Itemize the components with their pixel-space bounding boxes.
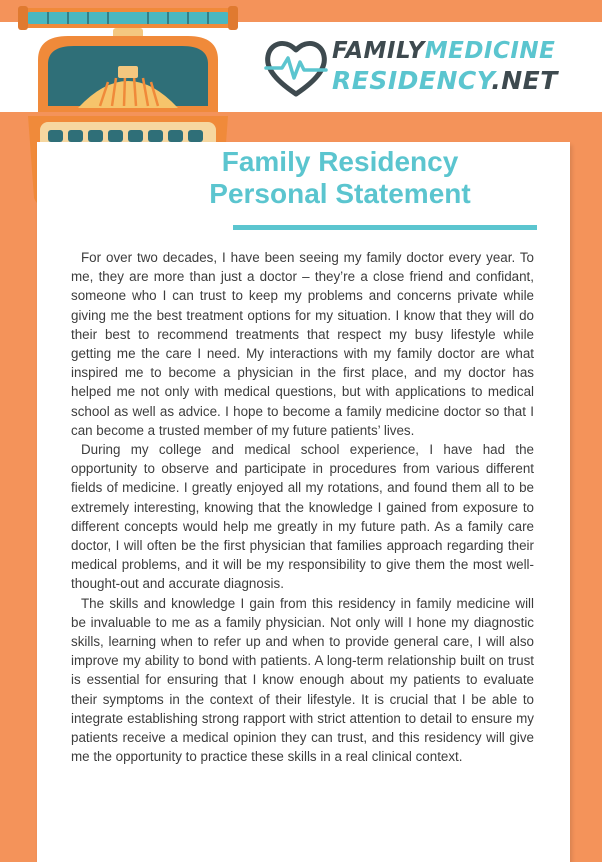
logo-text-line1 — [332, 38, 555, 64]
logo-word-medicine: MEDICINE — [424, 38, 556, 64]
statement-body — [71, 248, 534, 766]
title-line-2: Personal Statement — [209, 178, 471, 209]
logo-word-net: .NET — [491, 66, 558, 95]
title-divider — [233, 225, 537, 230]
paragraph-1: For over two decades, I have been seeing my family doctor every year. To me, they are more than just a doctor – they’re a close friend and confidant, someone who I can trust to keep my problems and concerns private while giving me the best treatment options for my situation. I know that they will do their best to recommend treatments that respect my busy lifestyle while getting me the care I need. My interactions with my family doctor are what inspired me to become a physician in the first place, and my doctor has helped me not only with medical questions, but with applications to medical school as well as advice. I hope to become a family medicine doctor so that I can become a trusted member of my future patients’ lives. — [71, 250, 534, 438]
paragraph-3: The skills and knowledge I gain from this residency in family medicine will be invaluable to me as a family physician. Not only will I hone my diagnostic skills, learning when to refer up and when to provide general care, I will also improve my ability to bond with patients. A long-term relationship built on trust is essential for ensuring that I know enough about my patients to evaluate their symptoms in the context of their lifestyle. It is crucial that I be able to integrate establishing strong rapport with strict attention to detail to ensure my patients receive a medical opinion they can trust, and this residency will give me the opportunity to practice these skills in a real clinical context. — [71, 595, 534, 765]
logo-word-family: FAMILY — [332, 38, 425, 64]
title-line-1: Family Residency — [221, 146, 459, 177]
site-logo[interactable] — [262, 36, 562, 106]
heart-ecg-icon — [262, 36, 330, 100]
logo-text-line2 — [332, 66, 558, 95]
page-title — [130, 146, 550, 210]
logo-word-residency: RESIDENCY — [332, 66, 492, 95]
paragraph-2: During my college and medical school experience, I have had the opportunity to observe and participate in procedures from various different fields of medicine. I greatly enjoyed all my rotations, and found them all to be extremely interesting, knowing that the knowledge I gained from exposure to different concepts would help me greatly in my future path. As a family care doctor, I will often be the first physician that families approach regarding their medical problems, and it will be my responsibility to give them the most well-thought-out and accurate diagnosis. — [71, 442, 534, 592]
